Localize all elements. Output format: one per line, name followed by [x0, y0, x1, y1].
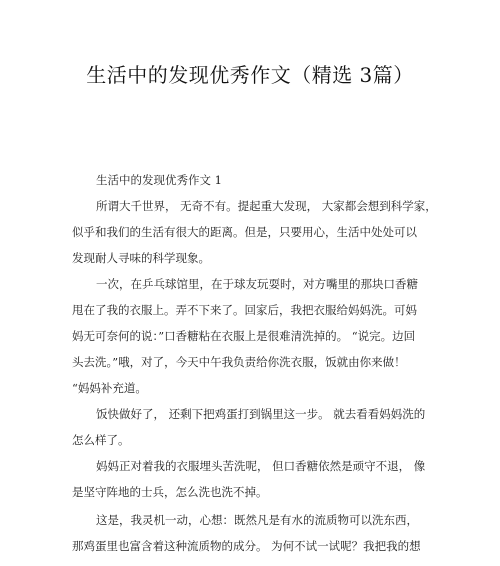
paragraph-line: 一次，在乒乓球馆里，在于球友玩耍时，对方嘴里的那块口香糖 [96, 277, 418, 291]
paragraph-line: “妈妈补充道。 [72, 381, 147, 395]
paragraph-line: 饭快做好了， 还剩下把鸡蛋打到锅里这一步。 就去看看妈妈洗的 [96, 407, 426, 421]
paragraph-line: 发现耐人寻味的科学现象。 [72, 251, 210, 265]
paragraph-line: 似乎和我们的生活有很大的距离。但是，只要用心，生活中处处可以 [72, 225, 417, 239]
paragraph-line: 妈无可奈何的说：”口香糖粘在衣服上是很难清洗掉的。 “说完。边回 [72, 329, 416, 343]
paragraph-line: 这是，我灵机一动，心想：既然凡是有水的流质物可以洗东西， [96, 513, 418, 527]
paragraph-line: 头去洗。”哦，对了，今天中午我负责给你洗衣服，饭就由你来做！ [72, 355, 406, 369]
document-title: 生活中的发现优秀作文（精选 3篇） [86, 63, 414, 87]
paragraph-line: 所谓大千世界， 无奇不有。提起重大发现， 大家都会想到科学家， [96, 199, 437, 213]
section-heading: 生活中的发现优秀作文 1 [96, 173, 222, 187]
paragraph-line: 甩在了我的衣服上。弄不下来了。回家后，我把衣服给妈妈洗。可妈 [72, 303, 417, 317]
paragraph-line: 妈妈正对着我的衣服埋头苦洗呢， 但口香糖依然是顽守不退， 像 [96, 459, 426, 473]
paragraph-line: 是坚守阵地的士兵，怎么洗也洗不掉。 [72, 485, 268, 499]
paragraph-line: 那鸡蛋里也富含着这种流质物的成分。 为何不试一试呢？我把我的想 [72, 539, 421, 553]
paragraph-line: 怎么样了。 [72, 433, 130, 447]
